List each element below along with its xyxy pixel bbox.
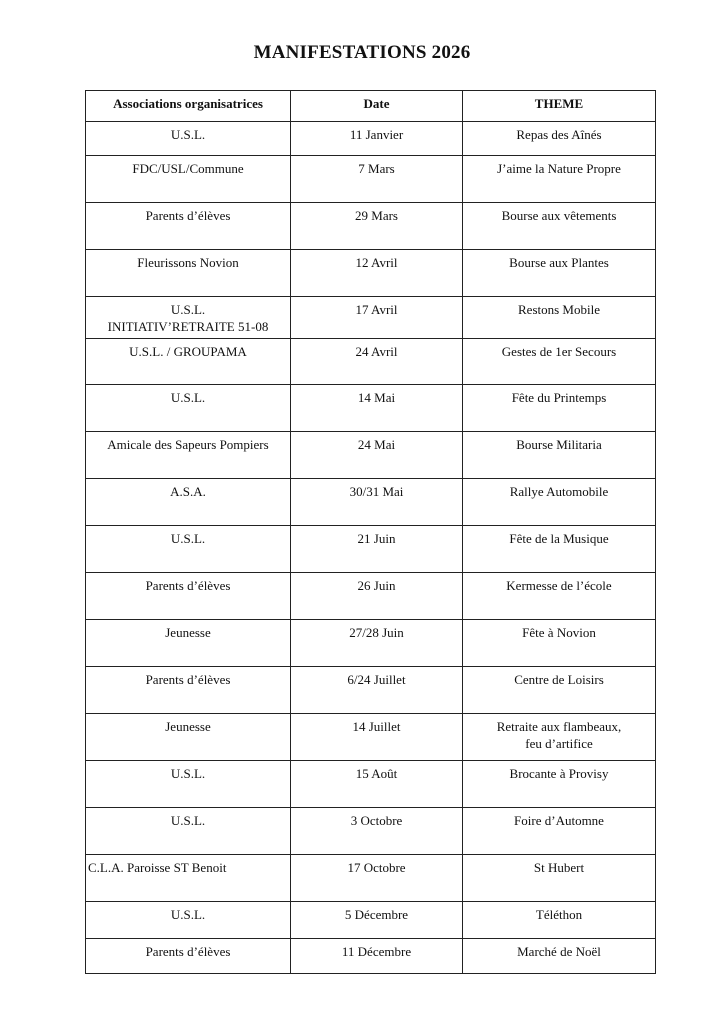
date-cell: 12 Avril <box>291 250 463 297</box>
theme-cell: Centre de Loisirs <box>463 667 656 714</box>
date-cell: 17 Avril <box>291 297 463 339</box>
association-cell: U.S.L. INITIATIV’RETRAITE 51-08 <box>86 297 291 339</box>
date-cell: 11 Janvier <box>291 122 463 156</box>
association-cell: Parents d’élèves <box>86 203 291 250</box>
header-associations: Associations organisatrices <box>86 91 291 122</box>
date-cell: 30/31 Mai <box>291 479 463 526</box>
header-theme: THEME <box>463 91 656 122</box>
theme-cell: J’aime la Nature Propre <box>463 156 656 203</box>
date-cell: 27/28 Juin <box>291 620 463 667</box>
theme-cell: Téléthon <box>463 902 656 939</box>
association-cell: Jeunesse <box>86 620 291 667</box>
association-cell: C.L.A. Paroisse ST Benoit <box>86 855 291 902</box>
table-row <box>86 902 656 939</box>
table-row <box>86 939 656 974</box>
date-cell: 3 Octobre <box>291 808 463 855</box>
theme-cell: Foire d’Automne <box>463 808 656 855</box>
association-cell: U.S.L. <box>86 385 291 432</box>
date-cell: 7 Mars <box>291 156 463 203</box>
table-row <box>86 855 656 902</box>
date-cell: 14 Mai <box>291 385 463 432</box>
date-cell: 24 Mai <box>291 432 463 479</box>
theme-cell: Retraite aux flambeaux, feu d’artifice <box>463 714 656 761</box>
association-cell: Parents d’élèves <box>86 573 291 620</box>
date-cell: 26 Juin <box>291 573 463 620</box>
theme-cell: Brocante à Provisy <box>463 761 656 808</box>
association-cell: A.S.A. <box>86 479 291 526</box>
table-row <box>86 761 656 808</box>
table-row <box>86 573 656 620</box>
table-row <box>86 432 656 479</box>
date-cell: 6/24 Juillet <box>291 667 463 714</box>
association-cell: Fleurissons Novion <box>86 250 291 297</box>
theme-cell: Kermesse de l’école <box>463 573 656 620</box>
association-cell: U.S.L. <box>86 902 291 939</box>
association-cell: Parents d’élèves <box>86 939 291 974</box>
table-header-row <box>86 91 656 122</box>
table-row <box>86 250 656 297</box>
association-cell: Amicale des Sapeurs Pompiers <box>86 432 291 479</box>
theme-cell: Bourse aux vêtements <box>463 203 656 250</box>
table-row <box>86 339 656 385</box>
table-row <box>86 156 656 203</box>
association-cell: U.S.L. <box>86 122 291 156</box>
association-cell: FDC/USL/Commune <box>86 156 291 203</box>
theme-cell: Rallye Automobile <box>463 479 656 526</box>
association-cell: Parents d’élèves <box>86 667 291 714</box>
events-table <box>85 90 656 974</box>
theme-cell: Fête à Novion <box>463 620 656 667</box>
date-cell: 29 Mars <box>291 203 463 250</box>
table-row <box>86 297 656 339</box>
date-cell: 21 Juin <box>291 526 463 573</box>
page-title: MANIFESTATIONS 2026 <box>253 42 471 63</box>
theme-cell: Fête du Printemps <box>463 385 656 432</box>
date-cell: 11 Décembre <box>291 939 463 974</box>
table-row <box>86 808 656 855</box>
theme-cell: Bourse Militaria <box>463 432 656 479</box>
association-cell: U.S.L. <box>86 761 291 808</box>
date-cell: 17 Octobre <box>291 855 463 902</box>
table-row <box>86 620 656 667</box>
header-date: Date <box>291 91 463 122</box>
table-row <box>86 526 656 573</box>
theme-cell: Bourse aux Plantes <box>463 250 656 297</box>
association-cell: Jeunesse <box>86 714 291 761</box>
association-cell: U.S.L. <box>86 808 291 855</box>
table-row <box>86 122 656 156</box>
theme-cell: Marché de Noël <box>463 939 656 974</box>
association-cell: U.S.L. / GROUPAMA <box>86 339 291 385</box>
table-row <box>86 203 656 250</box>
theme-cell: Fête de la Musique <box>463 526 656 573</box>
date-cell: 5 Décembre <box>291 902 463 939</box>
date-cell: 24 Avril <box>291 339 463 385</box>
table-row <box>86 385 656 432</box>
table-row <box>86 479 656 526</box>
table-row <box>86 714 656 761</box>
date-cell: 15 Août <box>291 761 463 808</box>
theme-cell: Repas des Aînés <box>463 122 656 156</box>
theme-cell: Restons Mobile <box>463 297 656 339</box>
association-cell: U.S.L. <box>86 526 291 573</box>
table-row <box>86 667 656 714</box>
theme-cell: Gestes de 1er Secours <box>463 339 656 385</box>
theme-cell: St Hubert <box>463 855 656 902</box>
date-cell: 14 Juillet <box>291 714 463 761</box>
